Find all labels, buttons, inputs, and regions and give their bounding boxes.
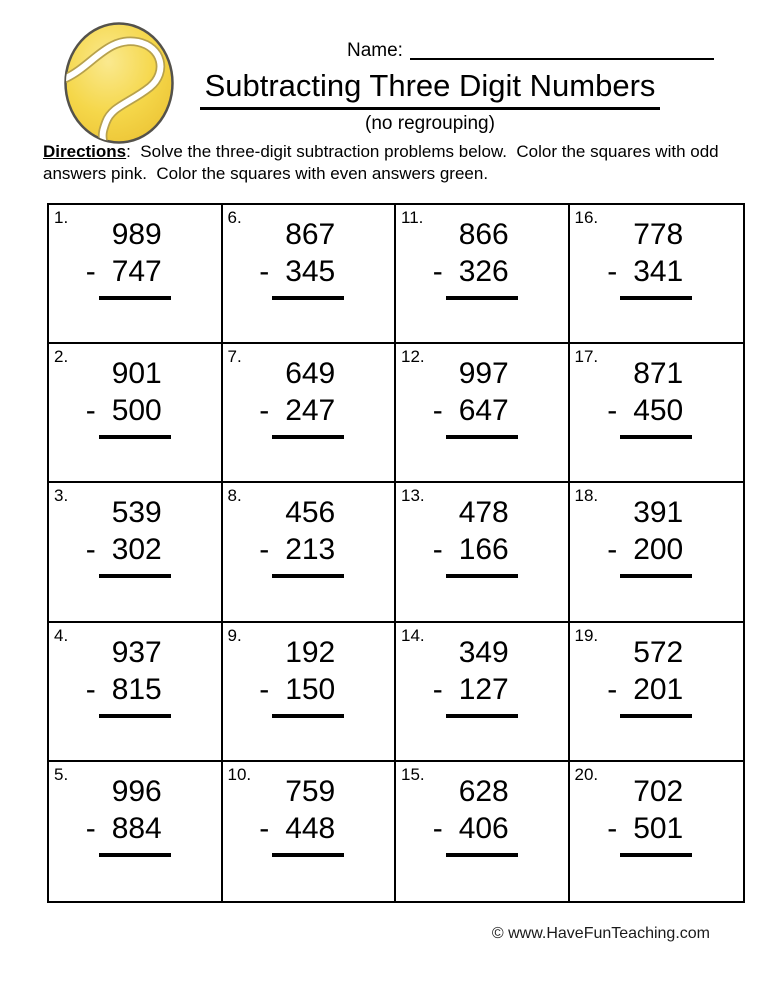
subtraction-problem <box>607 634 692 718</box>
directions-text <box>43 141 745 186</box>
minus-sign: - <box>607 533 618 567</box>
problem-number: 14. <box>401 625 425 645</box>
minus-sign: - <box>432 255 443 288</box>
problem-cell-20 <box>570 762 744 901</box>
problem-cell-2 <box>49 344 223 483</box>
minuend: 901 <box>111 357 162 391</box>
subtrahend: 448 <box>285 811 336 845</box>
answer-line <box>620 296 692 300</box>
minuend: 866 <box>458 218 509 251</box>
problem-number: 3. <box>54 486 69 506</box>
problem-number: 15. <box>401 764 425 784</box>
problem-cell-11 <box>396 205 570 344</box>
problem-cell-7 <box>223 344 397 483</box>
problem-number: 5. <box>54 764 69 784</box>
minus-sign: - <box>85 533 96 567</box>
minuend: 871 <box>633 357 684 391</box>
subtraction-problem <box>85 773 171 857</box>
problem-number: 4. <box>54 625 69 645</box>
problem-cell-17 <box>570 344 744 483</box>
problem-cell-19 <box>570 623 744 762</box>
problem-number: 16. <box>574 208 599 227</box>
subtrahend: 150 <box>285 672 336 706</box>
problem-cell-10 <box>223 762 397 901</box>
minus-sign: - <box>607 811 618 845</box>
problem-number: 13. <box>401 486 425 506</box>
subtraction-problem <box>607 216 692 300</box>
subtraction-problem <box>432 634 518 718</box>
subtrahend: 166 <box>458 533 509 567</box>
subtrahend: 884 <box>111 811 162 845</box>
problem-cell-3 <box>49 483 223 622</box>
minus-sign: - <box>259 811 270 845</box>
minuend: 759 <box>285 774 336 808</box>
directions-body: : Solve the three-digit subtraction problems below. Color the squares with odd answers pink. Color the squares with even answers green. <box>43 142 724 184</box>
subtrahend: 127 <box>458 672 509 706</box>
minuend: 649 <box>285 357 336 391</box>
name-row <box>347 40 714 62</box>
minus-sign: - <box>607 255 618 288</box>
minus-sign: - <box>259 394 270 428</box>
subtrahend: 450 <box>633 394 684 428</box>
subtrahend: 247 <box>285 394 336 428</box>
subtraction-problem <box>259 773 344 857</box>
subtraction-problem <box>432 494 518 578</box>
problem-number: 19. <box>574 625 599 645</box>
problem-number: 10. <box>227 764 252 784</box>
name-label: Name: <box>347 40 403 61</box>
subtraction-problem <box>85 355 171 439</box>
subtraction-problem <box>259 494 344 578</box>
directions-label: Directions <box>43 142 127 161</box>
subtrahend: 345 <box>285 255 336 288</box>
minuend: 456 <box>285 496 336 530</box>
subtraction-problem <box>259 355 344 439</box>
minus-sign: - <box>85 672 96 706</box>
minuend: 192 <box>285 635 336 669</box>
subtrahend: 201 <box>633 672 684 706</box>
subtraction-problem <box>85 634 171 718</box>
answer-line <box>99 853 171 857</box>
minuend: 539 <box>111 496 162 530</box>
answer-line <box>99 435 171 439</box>
minus-sign: - <box>85 811 96 845</box>
minuend: 349 <box>458 635 509 669</box>
answer-line <box>272 714 344 718</box>
minus-sign: - <box>432 672 443 706</box>
minuend: 702 <box>633 774 684 808</box>
problem-grid <box>47 203 745 903</box>
minuend: 937 <box>111 635 162 669</box>
subtrahend: 815 <box>111 672 162 706</box>
minuend: 867 <box>285 218 336 251</box>
answer-line <box>620 853 692 857</box>
answer-line <box>446 853 518 857</box>
problem-number: 12. <box>401 347 425 367</box>
problem-number: 11. <box>401 208 424 227</box>
problem-number: 20. <box>574 764 599 784</box>
minus-sign: - <box>85 255 96 288</box>
problem-number: 1. <box>54 208 69 227</box>
problem-cell-8 <box>223 483 397 622</box>
subtraction-problem <box>607 355 692 439</box>
answer-line <box>446 435 518 439</box>
subtrahend: 341 <box>633 255 684 288</box>
subtrahend: 500 <box>111 394 162 428</box>
answer-line <box>272 853 344 857</box>
problem-cell-18 <box>570 483 744 622</box>
subtraction-problem <box>259 634 344 718</box>
minus-sign: - <box>432 811 443 845</box>
problem-number: 6. <box>227 208 242 227</box>
answer-line <box>446 296 518 300</box>
answer-line <box>99 296 171 300</box>
answer-line <box>620 714 692 718</box>
answer-line <box>272 435 344 439</box>
subtraction-problem <box>607 494 692 578</box>
subtraction-problem <box>85 216 171 300</box>
problem-number: 7. <box>227 347 242 367</box>
minuend: 996 <box>111 774 162 808</box>
problem-cell-15 <box>396 762 570 901</box>
problem-cell-9 <box>223 623 397 762</box>
subtrahend: 647 <box>458 394 509 428</box>
subtrahend: 747 <box>111 255 162 288</box>
subtrahend: 213 <box>285 533 336 567</box>
subtraction-problem <box>259 216 344 300</box>
subtrahend: 406 <box>458 811 509 845</box>
minus-sign: - <box>607 394 618 428</box>
problem-cell-14 <box>396 623 570 762</box>
problem-number: 9. <box>227 625 242 645</box>
problem-cell-13 <box>396 483 570 622</box>
minuend: 989 <box>111 218 162 251</box>
answer-line <box>446 574 518 578</box>
answer-line <box>446 714 518 718</box>
problem-cell-12 <box>396 344 570 483</box>
subtrahend: 302 <box>111 533 162 567</box>
answer-line <box>620 574 692 578</box>
footer-credit: © www.HaveFunTeaching.com <box>491 925 710 942</box>
problem-cell-4 <box>49 623 223 762</box>
page-title: Subtracting Three Digit Numbers <box>200 68 661 110</box>
problem-cell-16 <box>570 205 744 344</box>
subtrahend: 501 <box>633 811 684 845</box>
subtraction-problem <box>607 773 692 857</box>
subtraction-problem <box>432 773 518 857</box>
minus-sign: - <box>432 533 443 567</box>
name-blank-line <box>410 58 714 60</box>
minuend: 778 <box>633 218 684 251</box>
minuend: 628 <box>458 774 509 808</box>
minus-sign: - <box>259 672 270 706</box>
minuend: 391 <box>633 496 684 530</box>
problem-number: 2. <box>54 347 69 367</box>
subtrahend: 326 <box>458 255 509 288</box>
subtraction-problem <box>432 216 518 300</box>
problem-number: 8. <box>227 486 242 506</box>
minus-sign: - <box>607 672 618 706</box>
answer-line <box>620 435 692 439</box>
minus-sign: - <box>259 255 270 288</box>
minuend: 997 <box>458 357 509 391</box>
answer-line <box>272 574 344 578</box>
subtraction-problem <box>85 494 171 578</box>
minuend: 572 <box>633 635 684 669</box>
problem-number: 18. <box>574 486 599 506</box>
subtraction-problem <box>432 355 518 439</box>
answer-line <box>272 296 344 300</box>
page-subtitle: (no regrouping) <box>365 113 495 134</box>
problem-cell-5 <box>49 762 223 901</box>
problem-cell-6 <box>223 205 397 344</box>
header-center <box>150 68 710 135</box>
problem-cell-1 <box>49 205 223 344</box>
minus-sign: - <box>259 533 270 567</box>
problem-number: 17. <box>574 347 599 367</box>
minuend: 478 <box>458 496 509 530</box>
minus-sign: - <box>85 394 96 428</box>
subtrahend: 200 <box>633 533 684 567</box>
answer-line <box>99 714 171 718</box>
answer-line <box>99 574 171 578</box>
minus-sign: - <box>432 394 443 428</box>
